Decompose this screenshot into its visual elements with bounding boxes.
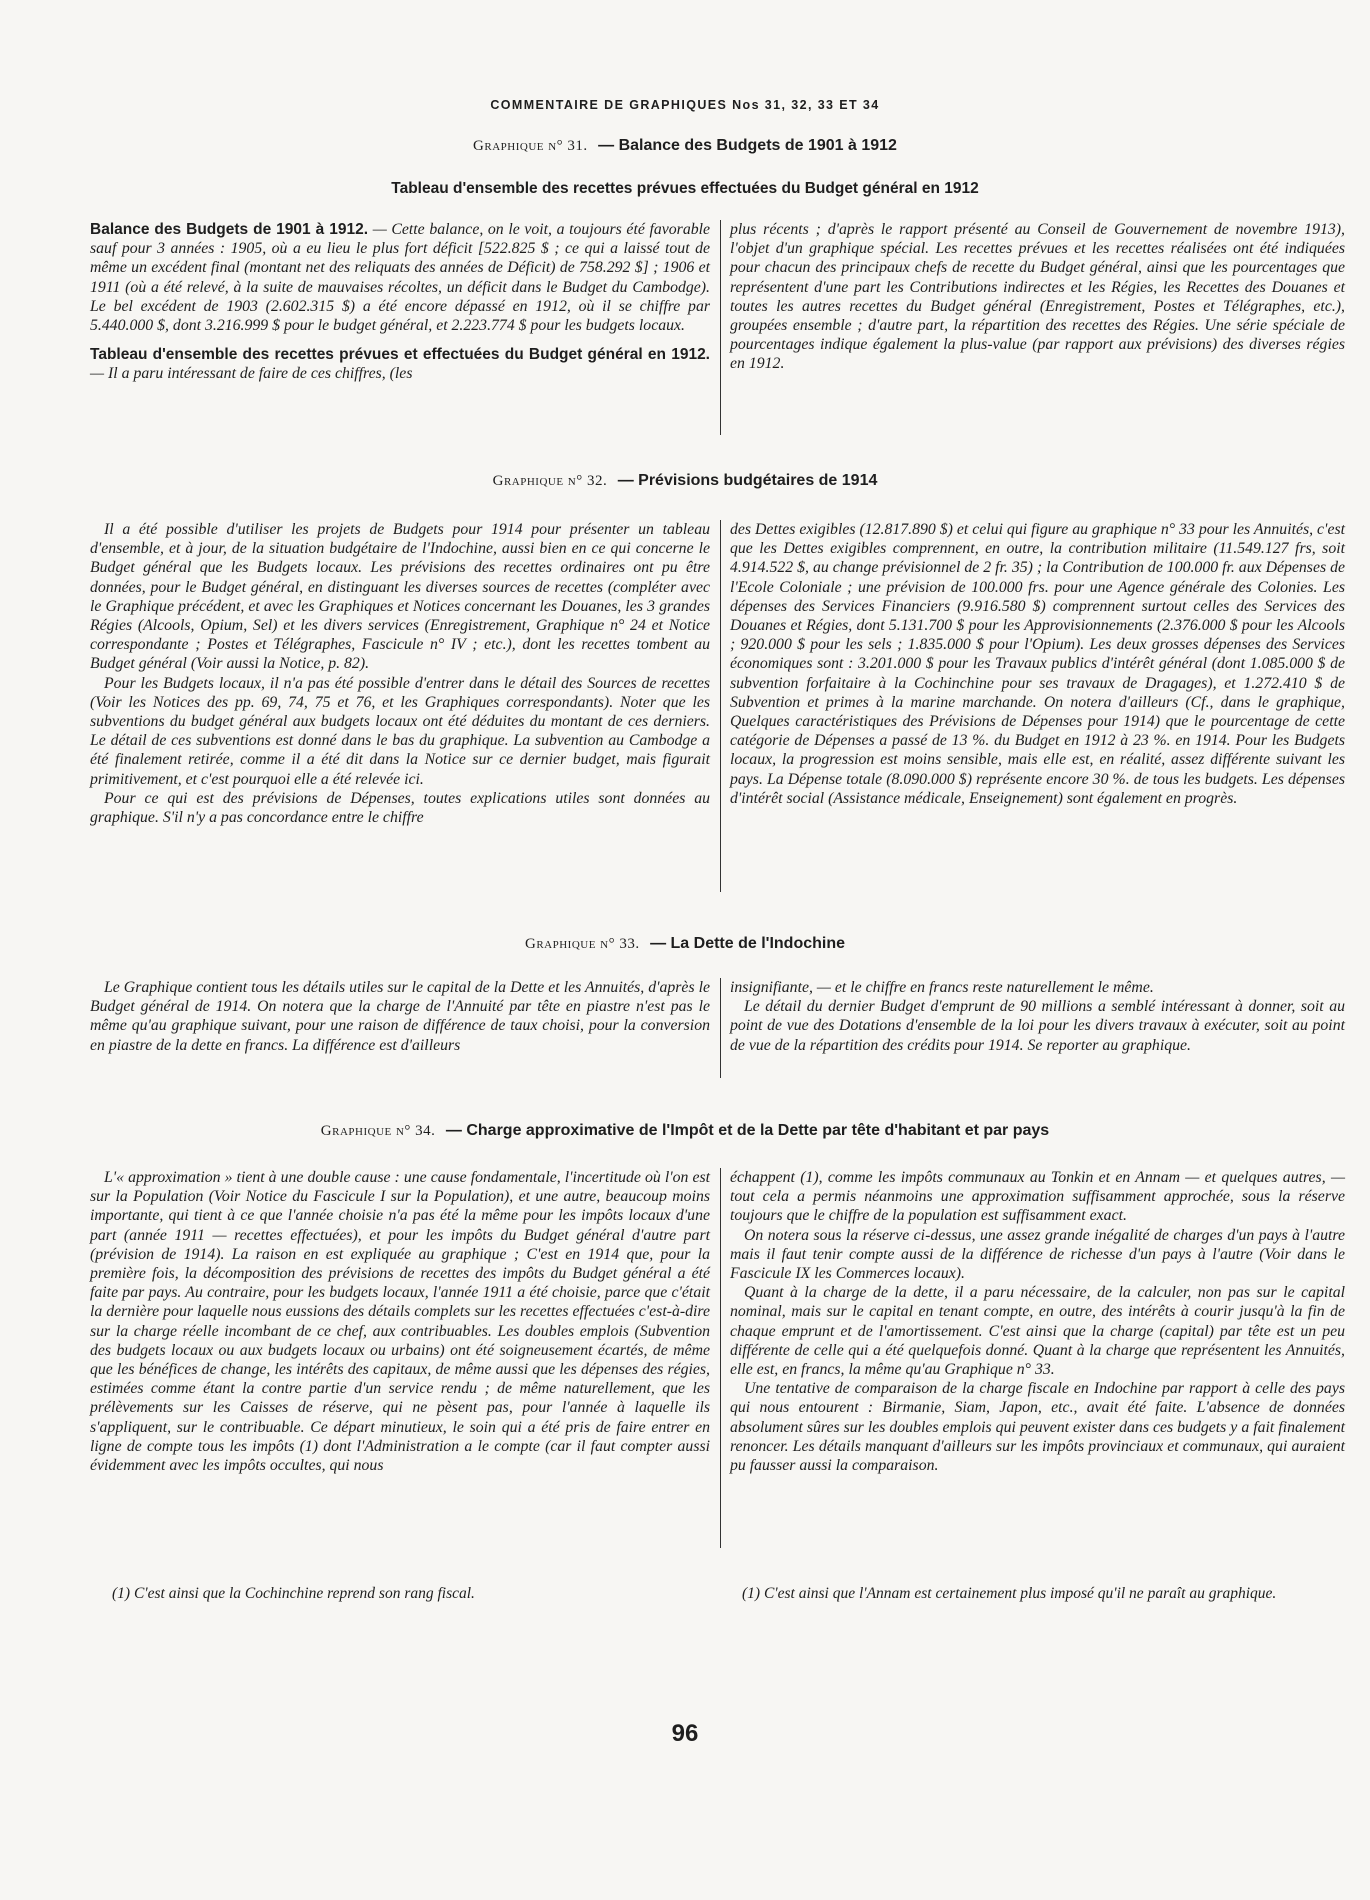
graph-34-title: — Charge approximative de l'Impôt et de la Dette par tête d'habitant et par pays bbox=[445, 1122, 1050, 1139]
graph-31-heading bbox=[0, 137, 1370, 155]
graph-33-right-column bbox=[730, 978, 1345, 1055]
graph-31-number: Graphique n° 31. bbox=[473, 138, 588, 154]
tableau-lead: Tableau d'ensemble des recettes prévues et effectuées du Budget général en 1912. bbox=[90, 346, 710, 364]
graph-32-right-p1: des Dettes exigibles (12.817.890 $) et celui qui figure au graphique n° 33 pour les Annuités, c'est que les Dettes exigibles comprennent, en outre, la contribution militaire (11.549.127 frs, soit 4.914.522 $, au change prévisionnel de 2 fr. 35) ; la Contribution de 100.000 fr. aux Dépenses de l'Ecole Coloniale ; une prévision de 100.000 frs. pour une Agence générale des Colonies. Les dépenses des Services Financiers (9.916.580 $) comprennent surtout celles des Services des Douanes et Régies, dont 5.131.700 $ pour les Approvisionnements (2.376.000 $ pour les Alcools ; 920.000 $ pour les sels ; 1.835.000 $ pour l'Opium). Les deux grosses dépenses des Services économiques sont : 3.201.000 $ pour les Travaux publics d'intérêt général (dont 1.085.000 $ de subvention forfaitaire à la Cochinchine pour ses travaux de Dragages), et 1.272.410 $ de Subvention et primes à la marine marchande. On notera d'ailleurs (Cf., dans le graphique, Quelques caractéristiques des Prévisions de Dépenses pour 1914) que le pourcentage de cette catégorie de Dépenses a passé de 13 %. du Budget en 1912 à 23 %. en 1914. Pour les Budgets locaux, la progression est moins sensible, mais elle est, en réalité, assez différente suivant les pays. La Dépense totale (8.090.000 $) représente encore 30 %. de tous les budgets. Les dépenses d'intérêt social (Assistance médicale, Enseignement) sont également en progrès. bbox=[730, 521, 1345, 807]
graph-34-heading bbox=[0, 1122, 1370, 1140]
left-footnote: (1) C'est ainsi que la Cochinchine reprend son rang fiscal. bbox=[112, 1585, 475, 1602]
graph-32-left-p2: Pour les Budgets locaux, il n'a pas été possible d'entrer dans le détail des Sources de recettes (Voir les Notices des pp. 69, 74, 75 et 76, et les Graphiques correspondants). Noter que les subventions du budget général aux budgets locaux ont été déduites du montant de ces derniers. Le détail de ces subventions est donné dans le bas du graphique. La subvention au Cambodge a été finalement retirée, comme il a été dit dans la Notice sur ce dernier budget, mais figurait primitivement, et c'est pourquoi elle a été relevée ici. bbox=[90, 674, 710, 788]
column-divider bbox=[720, 220, 721, 435]
graph-31-title: — Balance des Budgets de 1901 à 1912 bbox=[598, 137, 897, 154]
graph-32-title: — Prévisions budgétaires de 1914 bbox=[617, 472, 878, 489]
column-divider bbox=[720, 520, 721, 892]
page-number: 96 bbox=[671, 1720, 699, 1747]
graph-32-left-p3: Pour ce qui est des prévisions de Dépenses, toutes explications utiles sont données au graphique. S'il n'y a pas concordance entre le chiffre bbox=[90, 789, 710, 827]
balance-lead: Balance des Budgets de 1901 à 1912. bbox=[90, 221, 369, 238]
tableau-text: — Il a paru intéressant de faire de ces chiffres, (les bbox=[90, 365, 413, 383]
graph-33-left-column bbox=[90, 978, 710, 1055]
graph-31-columns bbox=[90, 220, 1350, 430]
graph-32-left-column bbox=[90, 520, 710, 827]
graph-34-columns bbox=[90, 1168, 1350, 1568]
column-divider bbox=[720, 1168, 721, 1548]
graph-34-right-p3: Quant à la charge de la dette, il a paru nécessaire, de la calculer, non pas sur le capital nominal, mais sur le capital en tenant compte, en outre, des intérêts à courir jusqu'à la fin de chaque emprunt et de l'amortissement. C'est ainsi que la charge (capital) par tête est un peu différente de celle qui a été quelquefois donné. Quant à la charge que représentent les Annuités, elle est, en francs, la même qu'au Graphique n° 33. bbox=[730, 1284, 1345, 1379]
graph-34-number: Graphique n° 34. bbox=[320, 1123, 436, 1139]
graph-32-number: Graphique n° 32. bbox=[492, 473, 608, 489]
graph-33-right-p2: Le détail du dernier Budget d'emprunt de 90 millions a semblé intéressant à donner, soit au point de vue des Dotations d'ensemble de la loi pour les divers travaux à exécuter, soit au point de vue de la répartition des crédits pour 1914. Se reporter au graphique. bbox=[730, 998, 1345, 1054]
graph-31-right-text: plus récents ; d'après le rapport présenté au Conseil de Gouvernement de novembre 1913), l'objet d'un graphique spécial. Les recettes prévues et les recettes réalisées ont été indiquées pour chacun des principaux chefs de recette du Budget général, ainsi que les pourcentages que représentent d'une part les Contributions indirectes et les Régies, les Recettes des Douanes et toutes les autres recettes du Budget général (Enregistrement, Postes et Télégraphes, etc.), groupées ensemble ; d'autre part, la répartition des recettes des Régies. Une série spéciale de pourcentages indique également la plus-value (par rapport aux prévisions) des diverses régies en 1912. bbox=[730, 221, 1345, 373]
graph-31-subtitle: Tableau d'ensemble des recettes prévues effectuées du Budget général en 1912 bbox=[391, 180, 979, 197]
graph-34-right-column bbox=[730, 1168, 1345, 1475]
graph-33-columns bbox=[90, 978, 1350, 1078]
graph-33-left-p1: Le Graphique contient tous les détails utiles sur le capital de la Dette et les Annuités, d'après le Budget général de 1914. On notera que la charge de l'Annuité par tête en piastre n'est pas le même qu'au graphique suivant, pour une raison de différence de taux choisi, pour la conversion en piastre de la dette en francs. La différence est d'ailleurs bbox=[90, 979, 710, 1054]
graph-31-right-column bbox=[730, 220, 1345, 374]
graph-32-columns bbox=[90, 520, 1350, 890]
graph-32-left-p1: Il a été possible d'utiliser les projets de Budgets pour 1914 pour présenter un tableau d'ensemble, et à jour, de la situation budgétaire de l'Indochine, aussi bien en ce qui concerne le Budget général que les Budgets locaux. Les prévisions des recettes ordinaires ont pu être données, pour le Budget général, en distinguant les diverses sources de recettes (compléter avec le Graphique précédent, et avec les Graphiques et Notices concernant les Douanes, les 3 grandes Régies (Alcools, Opium, Sel) et les divers services (Enregistrement, Graphique n° 24 et Notice correspondante ; Postes et Télégraphes, Fascicule n° IV ; etc.), dont les recettes tombent au Budget général (Voir aussi la Notice, p. 82). bbox=[90, 521, 710, 673]
graph-33-right-p1: insignifiante, — et le chiffre en francs reste naturellement le même. bbox=[730, 979, 1154, 996]
right-footnote: (1) C'est ainsi que l'Annam est certainement plus imposé qu'il ne paraît au graphique. bbox=[742, 1585, 1277, 1602]
graph-34-right-p1: échappent (1), comme les impôts communaux au Tonkin et en Annam — et quelques autres, — tout cela a permis néanmoins une approximation suffisamment approchée, sous la réserve toujours que le chiffre de la population est suffisamment exact. bbox=[730, 1169, 1345, 1225]
graph-34-right-p2: On notera sous la réserve ci-dessus, une assez grande inégalité de charges d'un pays à l'autre mais il faut tenir compte aussi de la différence de richesse d'un pays à l'autre (Voir dans le Fascicule IX les Commerces locaux). bbox=[730, 1226, 1345, 1283]
graph-33-title: — La Dette de l'Indochine bbox=[650, 935, 846, 952]
graph-32-heading bbox=[0, 472, 1370, 490]
column-divider bbox=[720, 978, 721, 1078]
running-title: COMMENTAIRE DE GRAPHIQUES Nos 31, 32, 33 ET 34 bbox=[490, 98, 880, 112]
graph-32-right-column bbox=[730, 520, 1345, 808]
graph-33-heading bbox=[0, 935, 1370, 953]
graph-34-right-p4: Une tentative de comparaison de la charge fiscale en Indochine par rapport à celle des pays qui nous entourent : Birmanie, Siam, Japon, etc., avait été faite. L'absence de données absolument sûres sur les doubles emplois qui peuvent exister dans ces budgets y a fait finalement renoncer. Les détails manquant d'ailleurs sur les impôts provinciaux et communaux, qui auraient pu fausser aussi la comparaison. bbox=[730, 1380, 1345, 1475]
graph-33-number: Graphique n° 33. bbox=[524, 936, 640, 952]
graph-34-left-column bbox=[90, 1168, 710, 1475]
graph-31-left-column bbox=[90, 220, 710, 384]
graph-34-left-p1: L'« approximation » tient à une double cause : une cause fondamentale, l'incertitude où l'on est sur la Population (Voir Notice du Fascicule I sur la Population), et une autre, beaucoup moins importante, qui tient à ce que l'année choisie n'a pas été la même pour les impôts locaux d'une part (année 1911 — recettes effectuées), et pour les impôts du Budget général d'autre part (prévision de 1914). La raison en est expliquée au graphique ; C'est en 1914 que, pour la première fois, la décomposition des prévisions de recettes des impôts du Budget général a été faite par pays. Au contraire, pour les budgets locaux, l'année 1911 a été choisie, parce que c'était la dernière pour laquelle nous eussions des détails complets sur les recettes effectuées c'est-à-dire sur la charge réelle incombant de ce chef, aux contribuables. Les doubles emplois (Subvention des budgets locaux ou aux budgets locaux ou urbains) ont été soigneusement écartés, de même que les bénéfices de change, les intérêts des capitaux, de même aussi que les dépenses des régies, estimées comme étant la contre partie d'un service rendu ; de même naturellement, que les prélèvements sur les Caisses de réserve, qui ne pèsent pas, pour l'année à laquelle ils s'appliquent, sur le contribuable. Ce départ minutieux, le soin qui a été pris de faire entrer en ligne de compte tous les impôts (1) dont l'Administration a le compte (car il faut compter aussi évidemment avec les impôts occultes, qui nous bbox=[90, 1169, 710, 1475]
balance-text: — Cette balance, on le voit, a toujours été favorable sauf pour 3 années : 1905, où a eu lieu le plus fort déficit [522.825 $ ; ce qui a laissé tout de même un excédent final (montant net des reliquats des années de Déficit) de 758.292 $] ; 1906 et 1911 (où a été relevé, à la suite de mauvaises récoltes, un déficit dans le Budget du Cambodge). Le bel excédent de 1903 (2.602.315 $) a été encore dépassé en 1912, où il se chiffre par 5.440.000 $, dont 3.216.999 $ pour le budget général, et 2.223.774 $ pour les budgets locaux. bbox=[90, 221, 711, 335]
